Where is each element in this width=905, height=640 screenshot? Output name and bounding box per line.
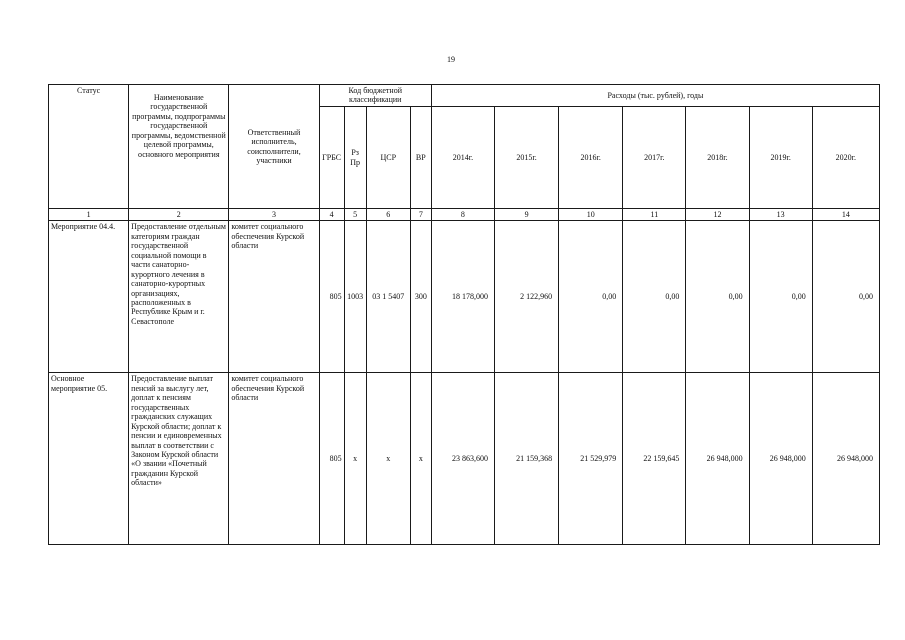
row-value-2016: 21 529,979 <box>559 373 623 545</box>
header-name: Наименование государственной программы, подпрограммы государственной программы, ведомственной целевой программы, основного мероприятия <box>129 85 229 209</box>
header-csr: ЦСР <box>366 107 410 209</box>
row-vr: х <box>410 373 431 545</box>
budget-table <box>48 84 880 545</box>
column-number: 6 <box>366 209 410 221</box>
column-number: 1 <box>49 209 129 221</box>
column-number: 3 <box>229 209 319 221</box>
row-value-2016: 0,00 <box>559 221 623 373</box>
row-grbs: 805 <box>319 221 344 373</box>
header-year-2018: 2018г. <box>686 107 749 209</box>
row-name: Предоставление отдельным категориям граждан государственной социальной помощи в части санаторно-курортного лечения в санаторно-курортных организациях, расположенных в Республике Крым и г. Севастополе <box>129 221 229 373</box>
row-value-2015: 2 122,960 <box>495 221 559 373</box>
row-vr: 300 <box>410 221 431 373</box>
row-value-2020: 0,00 <box>812 221 879 373</box>
row-name: Предоставление выплат пенсий за выслугу лет, доплат к пенсиям государственных гражданских служащих Курской области; доплат к пенсии и единовременных выплат в соответствии с Законом Курской области «О звании «Почетный гражданин Курской области» <box>129 373 229 545</box>
row-status: Мероприятие 04.4. <box>49 221 129 373</box>
header-year-2017: 2017г. <box>623 107 686 209</box>
row-value-2014: 18 178,000 <box>431 221 494 373</box>
row-rzpr: х <box>344 373 366 545</box>
row-value-2019: 26 948,000 <box>749 373 812 545</box>
column-number: 13 <box>749 209 812 221</box>
row-value-2015: 21 159,368 <box>495 373 559 545</box>
header-status: Статус <box>49 85 129 209</box>
header-rzpr: Рз Пр <box>344 107 366 209</box>
column-number: 2 <box>129 209 229 221</box>
header-responsible: Ответственный исполнитель, соисполнители, участники <box>229 85 319 209</box>
column-number: 7 <box>410 209 431 221</box>
column-number: 11 <box>623 209 686 221</box>
column-number: 4 <box>319 209 344 221</box>
row-rzpr: 1003 <box>344 221 366 373</box>
header-row-1 <box>49 85 880 107</box>
row-value-2014: 23 863,600 <box>431 373 494 545</box>
column-number: 12 <box>686 209 749 221</box>
table-row <box>49 221 880 373</box>
row-value-2017: 22 159,645 <box>623 373 686 545</box>
column-number: 9 <box>495 209 559 221</box>
header-year-2014: 2014г. <box>431 107 494 209</box>
header-vr: ВР <box>410 107 431 209</box>
header-year-2020: 2020г. <box>812 107 879 209</box>
header-year-2019: 2019г. <box>749 107 812 209</box>
header-grbs: ГРБС <box>319 107 344 209</box>
header-year-2016: 2016г. <box>559 107 623 209</box>
row-value-2018: 26 948,000 <box>686 373 749 545</box>
column-number: 5 <box>344 209 366 221</box>
row-csr: 03 1 5407 <box>366 221 410 373</box>
row-responsible: комитет социального обеспечения Курской области <box>229 373 319 545</box>
column-number: 8 <box>431 209 494 221</box>
column-number: 10 <box>559 209 623 221</box>
header-year-2015: 2015г. <box>495 107 559 209</box>
header-expenses: Расходы (тыс. рублей), годы <box>431 85 879 107</box>
row-csr: х <box>366 373 410 545</box>
header-budget-code: Код бюджетной классификации <box>319 85 431 107</box>
column-number: 14 <box>812 209 879 221</box>
page-number: 19 <box>447 55 455 64</box>
row-responsible: комитет социального обеспечения Курской области <box>229 221 319 373</box>
row-status: Основное мероприятие 05. <box>49 373 129 545</box>
table-row <box>49 373 880 545</box>
row-grbs: 805 <box>319 373 344 545</box>
row-value-2018: 0,00 <box>686 221 749 373</box>
column-numbers-row <box>49 209 880 221</box>
row-value-2020: 26 948,000 <box>812 373 879 545</box>
row-value-2019: 0,00 <box>749 221 812 373</box>
row-value-2017: 0,00 <box>623 221 686 373</box>
